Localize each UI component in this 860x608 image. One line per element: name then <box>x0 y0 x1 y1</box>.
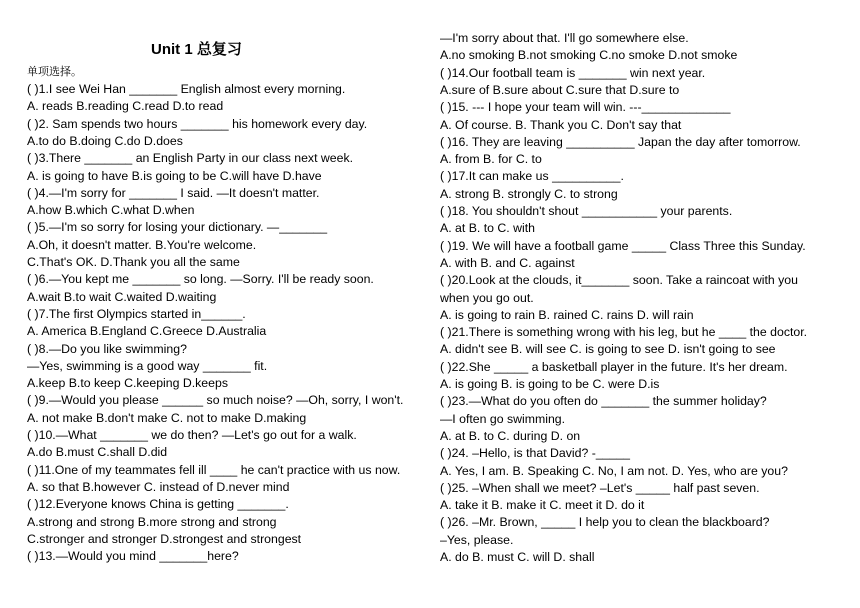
text-line: A. at B. to C. with <box>440 221 535 236</box>
section-label: 单项选择。 <box>27 66 82 78</box>
text-line: ( )12.Everyone knows China is getting _______. <box>27 497 289 512</box>
text-line: ( )25. –When shall we meet? –Let's _____ half past seven. <box>440 480 760 495</box>
text-line: —Yes, swimming is a good way _______ fit. <box>27 358 268 373</box>
text-line: A.no smoking B.not smoking C.no smoke D.not smoke <box>440 48 738 63</box>
text-line: ( )26. –Mr. Brown, _____ I help you to clean the blackboard? <box>440 515 770 530</box>
text-line: A. reads B.reading C.read D.to read <box>27 99 224 114</box>
text-line: A.to do B.doing C.do D.does <box>27 133 183 148</box>
text-line: ( )17.It can make us __________. <box>440 169 624 184</box>
text-line: ( )13.—Would you mind _______here? <box>27 549 239 564</box>
text-line: A. so that B.however C. instead of D.never mind <box>27 479 290 494</box>
text-line: A.strong and strong B.more strong and strong <box>27 514 277 529</box>
text-line: A. at B. to C. during D. on <box>440 428 581 443</box>
text-line: ( )21.There is something wrong with his leg, but he ____ the doctor. <box>440 325 808 340</box>
text-line: ( )14.Our football team is _______ win next year. <box>440 65 706 80</box>
text-line: ( )16. They are leaving __________ Japan the day after tomorrow. <box>440 134 801 149</box>
text-line: A. didn't see B. will see C. is going to see D. isn't going to see <box>440 342 776 357</box>
text-line: A. strong B. strongly C. to strong <box>440 186 618 201</box>
text-line: A. Yes, I am. B. Speaking C. No, I am not. D. Yes, who are you? <box>440 463 788 478</box>
text-line: when you go out. <box>440 290 534 305</box>
text-line: A. America B.England C.Greece D.Australia <box>27 324 267 339</box>
page-title: Unit 1 总复习 <box>151 41 242 58</box>
text-line: ( )3.There _______ an English Party in our class next week. <box>27 151 354 166</box>
text-line: A.wait B.to wait C.waited D.waiting <box>27 289 217 304</box>
text-line: ( )4.—I'm sorry for _______ I said. —It doesn't matter. <box>27 185 320 200</box>
text-line: ( )18. You shouldn't shout ___________ your parents. <box>440 204 733 218</box>
text-line: ( )10.—What _______ we do then? —Let's go out for a walk. <box>27 428 357 442</box>
text-line: A.Oh, it doesn't matter. B.You're welcome. <box>27 237 257 252</box>
text-line: ( )1.I see Wei Han _______ English almost every morning. <box>27 82 346 96</box>
text-line: A. Of course. B. Thank you C. Don't say that <box>440 117 682 132</box>
text-line: –Yes, please. <box>440 532 514 547</box>
text-line: C.stronger and stronger D.strongest and strongest <box>27 531 302 546</box>
text-line: A. is going B. is going to be C. were D.is <box>440 377 660 391</box>
text-line: A. is going to rain B. rained C. rains D. will rain <box>440 307 694 322</box>
text-line: A.how B.which C.what D.when <box>27 203 195 218</box>
text-line: A.sure of B.sure about C.sure that D.sure to <box>440 82 680 97</box>
text-line: ( )11.One of my teammates fell ill ____ he can't practice with us now. <box>27 462 401 477</box>
text-line: ( )8.—Do you like swimming? <box>27 341 187 356</box>
text-line: A. take it B. make it C. meet it D. do it <box>440 498 645 513</box>
text-line: ( )19. We will have a football game _____ Class Three this Sunday. <box>440 238 806 253</box>
text-line: A.do B.must C.shall D.did <box>27 445 168 460</box>
text-line: A. is going to have B.is going to be C.will have D.have <box>27 168 322 183</box>
text-line: ( )24. –Hello, is that David? -_____ <box>440 446 631 461</box>
text-line: —I'm sorry about that. I'll go somewhere else. <box>440 31 689 45</box>
text-line: ( )5.—I'm so sorry for losing your dictionary. —_______ <box>27 220 328 235</box>
text-line: ( )22.She _____ a basketball player in the future. It's her dream. <box>440 359 788 374</box>
text-line: A. not make B.don't make C. not to make D.making <box>27 410 307 425</box>
text-line: ( )6.—You kept me _______ so long. —Sorry. I'll be ready soon. <box>27 272 374 287</box>
text-line: ( )15. --- I hope your team will win. ---_____________ <box>440 100 731 115</box>
text-line: ( )20.Look at the clouds, it_______ soon. Take a raincoat with you <box>440 273 798 288</box>
text-line: ( )9.—Would you please ______ so much noise? —Oh, sorry, I won't. <box>27 393 404 408</box>
text-line: A.keep B.to keep C.keeping D.keeps <box>27 376 228 391</box>
text-line: ( )23.—What do you often do _______ the summer holiday? <box>440 394 767 409</box>
text-line: ( )2. Sam spends two hours _______ his homework every day. <box>27 116 368 131</box>
text-line: C.That's OK. D.Thank you all the same <box>27 255 240 269</box>
text-line: ( )7.The first Olympics started in______. <box>27 306 246 321</box>
text-line: A. do B. must C. will D. shall <box>440 550 595 564</box>
text-line: A. with B. and C. against <box>440 255 575 270</box>
text-line: —I often go swimming. <box>440 411 566 426</box>
text-line: A. from B. for C. to <box>440 152 542 167</box>
